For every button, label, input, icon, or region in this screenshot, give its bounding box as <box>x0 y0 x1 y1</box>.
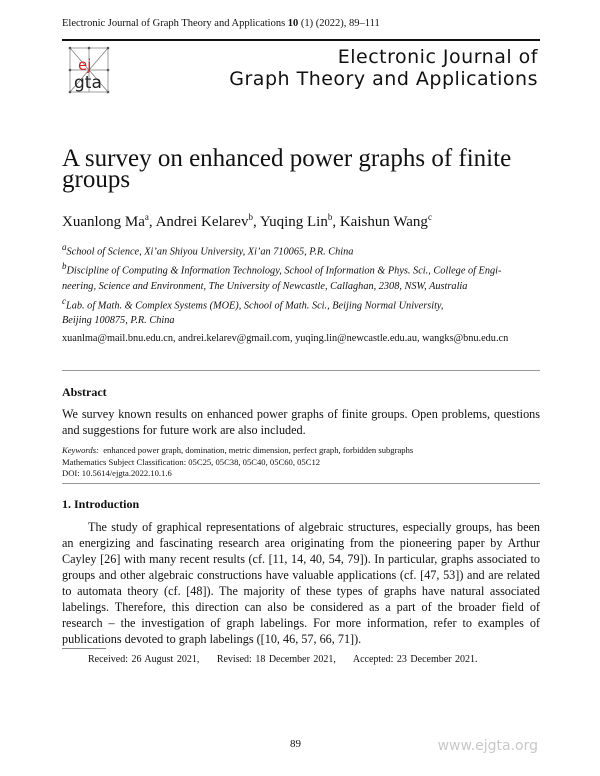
header-rule <box>62 39 540 41</box>
paper-title: A survey on enhanced power graphs of finite groups <box>62 145 512 193</box>
journal-title <box>229 46 538 90</box>
section-heading: 1. Introduction <box>62 497 140 511</box>
author-list: Xuanlong Ma$^a$, Andrei Kelarev$^b$, Yuqing Lin$^b$, Kaishun Wang$^c$ <box>62 212 432 230</box>
affiliation-b-cont: neering, Science and Environment, The University of Newcastle, Callaghan, 2308, NSW, Australia <box>62 280 468 292</box>
divider <box>62 483 540 484</box>
doi[interactable]: DOI: 10.5614/ejgta.2022.10.1.6 <box>62 468 172 478</box>
affiliation-text: Lab. of Math. & Complex Systems (MOE), School of Math. Sci., Beijing Normal University, <box>66 300 444 312</box>
author-sup: a <box>144 212 149 222</box>
affiliation-b: $^b$Discipline of Computing & Information Technology, School of Information & Phys. Sci., College of Engi- <box>62 261 502 277</box>
journal-logo <box>68 46 110 94</box>
journal-url[interactable]: www.ejgta.org <box>437 738 538 754</box>
affiliations <box>62 240 540 328</box>
author-sup: b <box>248 212 253 222</box>
journal-title-line2: Graph Theory and Applications <box>229 68 538 90</box>
accepted-date: Accepted: 23 December 2021. <box>352 654 478 665</box>
paper-metadata <box>62 445 413 480</box>
journal-title-line1: Electronic Journal of <box>337 46 538 68</box>
received-date: Received: 26 August 2021, <box>88 654 200 665</box>
affiliation-text: Discipline of Computing & Information Technology, School of Information & Phys. Sci., College of Engi- <box>66 265 502 277</box>
author-sup: b <box>327 212 333 222</box>
running-header <box>62 18 380 29</box>
author: Yuqing Lin <box>259 214 328 230</box>
footnote-rule <box>62 648 106 649</box>
header-journal: Electronic Journal of Graph Theory and Applications <box>62 18 286 29</box>
intro-paragraph: The study of graphical representations of algebraic structures, especially groups, has been an energizing and fascinating research area originating from the pioneering paper by Arthur Cayley [26] with many recent results (cf. [11, 14, 40, 54, 79]). In particular, graphs associated to groups and other algebraic constructions have valuable applications (cf. [47, 53]) and are related to automata theory (cf. [48]). The majority of these types of graphs have natural associated labelings. Therefore, this direction can also be considered as a part of the broader field of research – the investigation of graph labelings. For more information, refer to examples of publications devoted to graph labelings ([10, 46, 57, 66, 71]). <box>62 520 540 646</box>
divider <box>62 370 540 371</box>
affiliation-c: $^c$Lab. of Math. & Complex Systems (MOE), School of Math. Sci., Beijing Normal University, <box>62 295 444 312</box>
author-sup: c <box>427 212 432 222</box>
abstract-text: We survey known results on enhanced power graphs of finite groups. Open problems, questions and suggestions for future work are also included. <box>62 407 540 437</box>
msc-classification: Mathematics Subject Classification: 05C25, 05C38, 05C40, 05C60, 05C12 <box>62 456 321 467</box>
svg-text:gta: gta <box>74 73 102 93</box>
affiliation-c-cont: Beijing 100875, P.R. China <box>62 315 175 327</box>
keywords-label: Keywords: <box>62 445 99 455</box>
affiliation-text: School of Science, Xi’an Shiyou University, Xi’an 710065, P.R. China <box>66 246 354 258</box>
header-volume: 10 <box>287 18 299 29</box>
submission-dates <box>88 654 492 665</box>
svg-text:ej: ej <box>78 56 92 74</box>
page-number: 89 <box>290 738 301 750</box>
revised-date: Revised: 18 December 2021, <box>216 654 336 665</box>
abstract-heading: Abstract <box>62 385 107 399</box>
keywords <box>62 445 413 457</box>
author: Kaishun Wang <box>339 214 428 230</box>
author: Xuanlong Ma <box>62 214 145 230</box>
keywords-text: enhanced power graph, domination, metric dimension, perfect graph, forbidden subgraphs <box>103 445 414 455</box>
header-issue-pages: (1) (2022), 89–111 <box>300 18 380 29</box>
affiliation-a: $^a$School of Science, Xi’an Shiyou University, Xi’an 710065, P.R. China <box>62 242 354 258</box>
author: Andrei Kelarev <box>155 214 249 230</box>
author-emails: xuanlma@mail.bnu.edu.cn, andrei.kelarev@gmail.com, yuqing.lin@newcastle.edu.au, wangks@bnu.edu.cn <box>62 333 509 344</box>
